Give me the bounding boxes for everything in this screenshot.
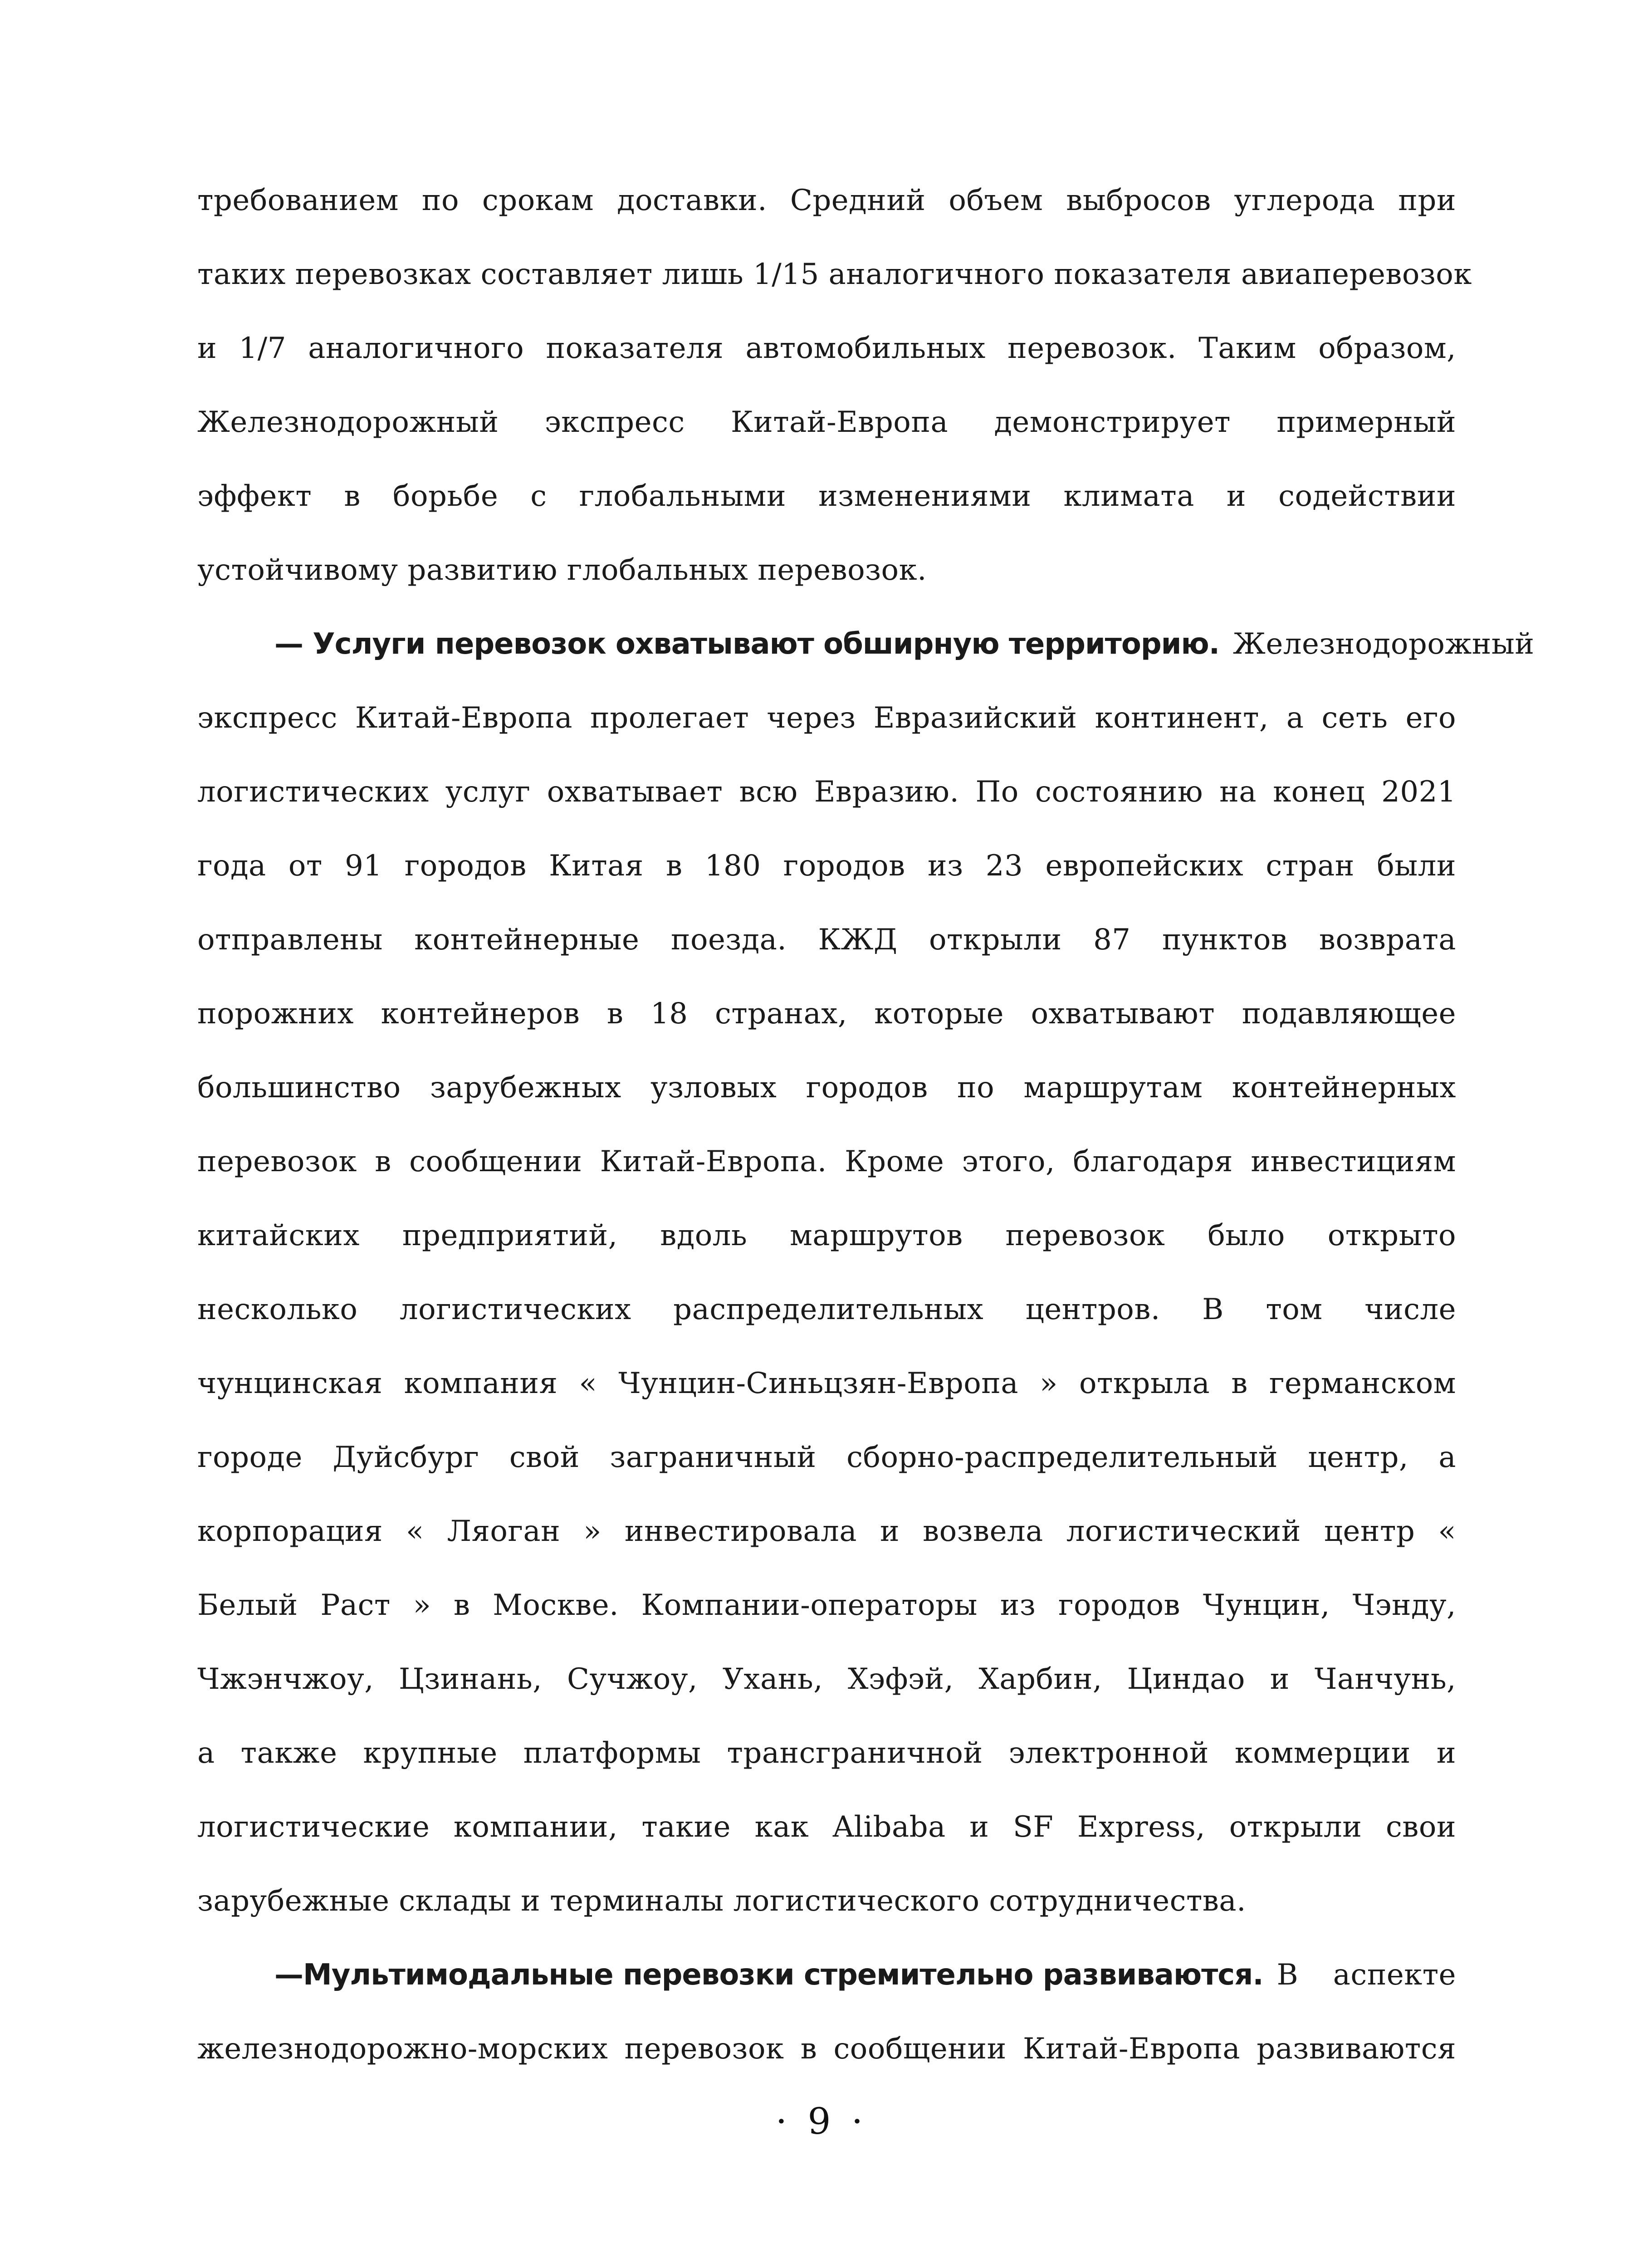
paragraph-line: порожних контейнеров в 18 странах, которые охватывают подавляющее: [197, 997, 1456, 1031]
paragraph-line: несколько логистических распределительных центров. В том числе: [197, 1293, 1456, 1326]
paragraph-line: и 1/7 аналогичного показателя автомобильных перевозок. Таким образом,: [197, 332, 1456, 365]
paragraph-line: логистических услуг охватывает всю Евразию. По состоянию на конец 2021: [197, 775, 1456, 809]
paragraph-line: года от 91 городов Китая в 180 городов из 23 европейских стран были: [197, 849, 1456, 883]
paragraph-line: требованием по срокам доставки. Средний объем выбросов углерода при: [197, 184, 1456, 217]
paragraph-line: эффект в борьбе с глобальными изменениями климата и содействии: [197, 479, 1456, 513]
paragraph-line: китайских предприятий, вдоль маршрутов перевозок было открыто: [197, 1219, 1456, 1252]
paragraph-line: Белый Раст » в Москве. Компании-операторы из городов Чунцин, Чэнду,: [197, 1589, 1456, 1622]
body-text: [197, 171, 1535, 2094]
paragraph-line: городе Дуйсбург свой заграничный сборно-распределительный центр, а: [197, 1441, 1456, 1474]
paragraph-heading: — Услуги перевозок охватывают обширную территорию.: [274, 627, 1220, 661]
paragraph-heading-line: [197, 615, 1535, 689]
paragraph-line: зарубежные склады и терминалы логистического сотрудничества.: [197, 1884, 1246, 1918]
paragraph-line: чунцинская компания « Чунцин-Синьцзян-Европа » открыла в германском: [197, 1367, 1456, 1400]
paragraph-line: Железнодорожный экспресс Китай-Европа демонстрирует примерный: [197, 406, 1456, 439]
paragraph-line: экспресс Китай-Европа пролегает через Евразийский континент, а сеть его: [197, 701, 1456, 735]
paragraph-line-continuation: Железнодорожный: [1233, 627, 1535, 661]
paragraph-line: устойчивому развитию глобальных перевозок.: [197, 553, 927, 587]
page-number: · 9 ·: [775, 2100, 868, 2142]
paragraph-line: таких перевозках составляет лишь 1/15 аналогичного показателя авиаперевозок: [197, 258, 1472, 291]
paragraph-heading: —Мультимодальные перевозки стремительно развиваются.: [274, 1958, 1263, 1992]
paragraph-line: Чжэнчжоу, Цзинань, Сучжоу, Ухань, Хэфэй, Харбин, Циндао и Чанчунь,: [197, 1662, 1456, 1696]
paragraph-line: перевозок в сообщении Китай-Европа. Кроме этого, благодаря инвестициям: [197, 1145, 1456, 1178]
paragraph-line: большинство зарубежных узловых городов по маршрутам контейнерных: [197, 1071, 1456, 1105]
paragraph-line-continuation: В аспекте: [1276, 1958, 1456, 1992]
paragraph-heading-line: [197, 1946, 1456, 2020]
paragraph-line: корпорация « Ляоган » инвестировала и возвела логистический центр «: [197, 1515, 1456, 1548]
paragraph-line: железнодорожно-морских перевозок в сообщении Китай-Европа развиваются: [197, 2032, 1456, 2066]
paragraph-line: отправлены контейнерные поезда. КЖД открыли 87 пунктов возврата: [197, 923, 1456, 957]
paragraph-line: логистические компании, такие как Alibaba и SF Express, открыли свои: [197, 1810, 1456, 1844]
paragraph-line: а также крупные платформы трансграничной электронной коммерции и: [197, 1736, 1456, 1770]
